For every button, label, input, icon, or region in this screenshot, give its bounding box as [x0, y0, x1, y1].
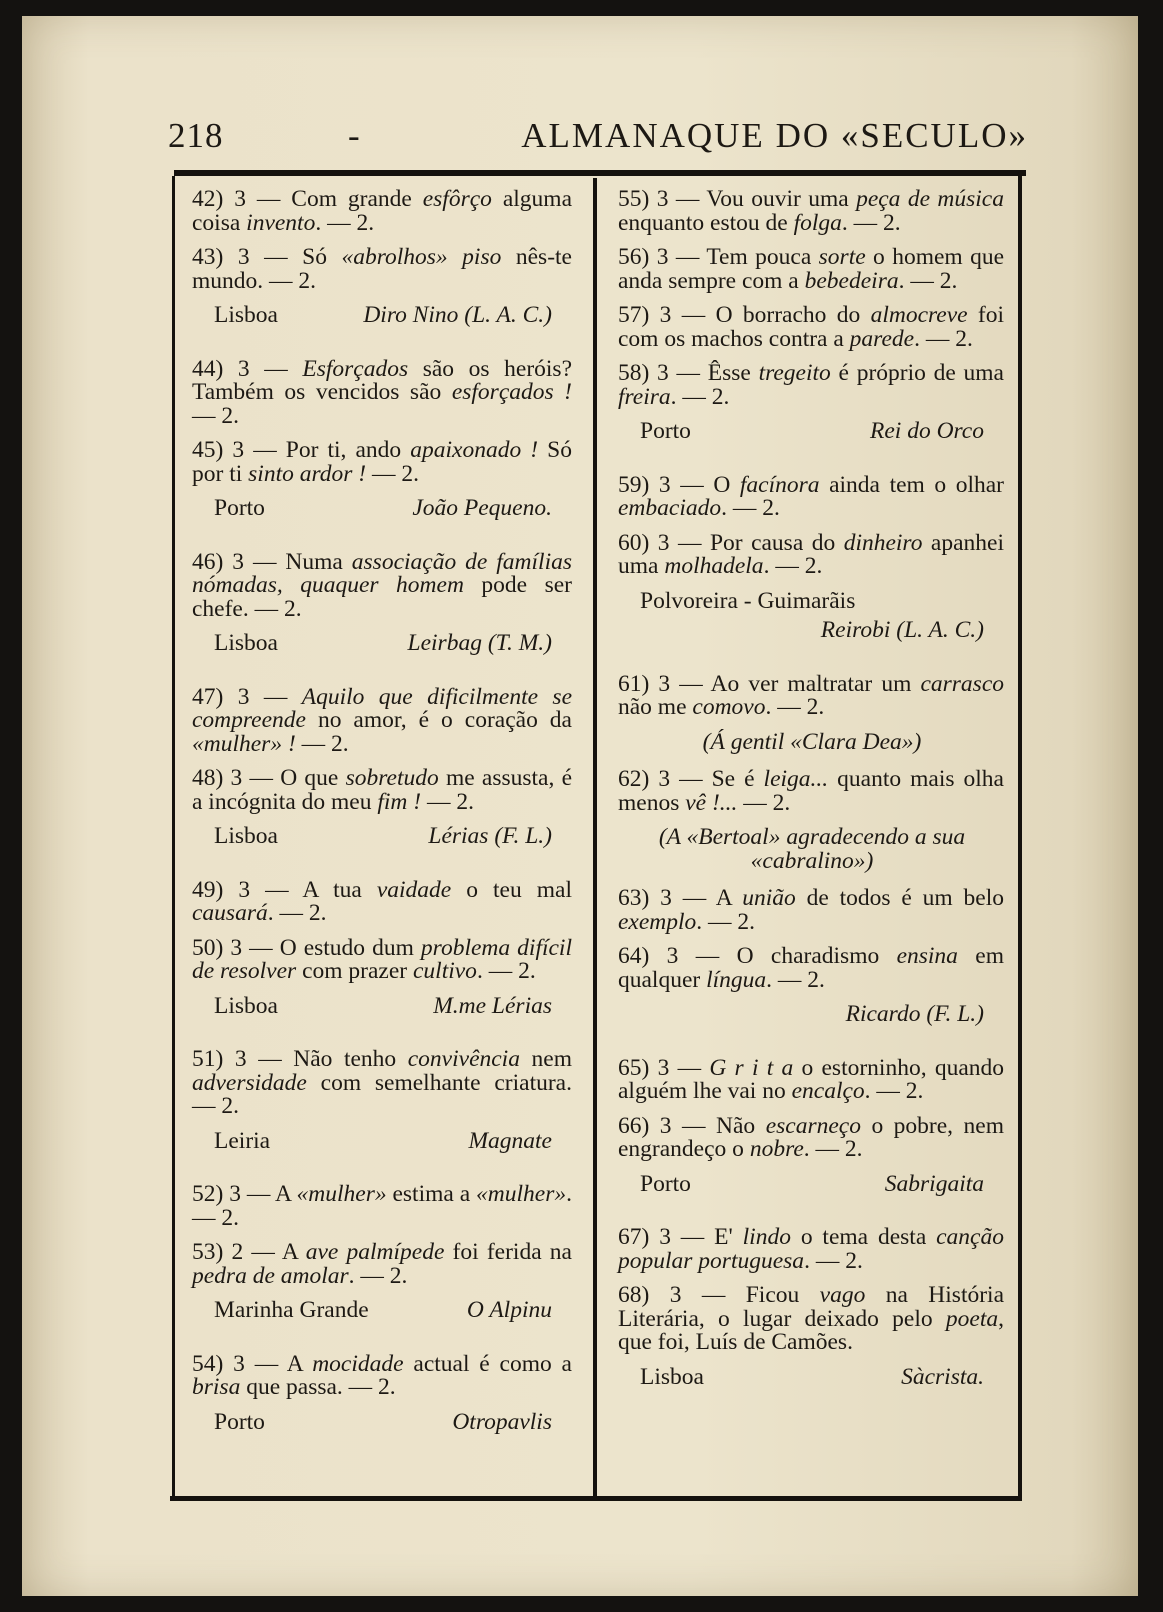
left-border: [172, 176, 175, 1496]
puzzle-62: 62) 3 — Se é leiga... quanto mais olha menos vê !... — 2.: [618, 766, 1004, 816]
dedication-note: (Á gentil «Clara Dea»): [702, 728, 922, 755]
header-dash: -: [348, 116, 361, 155]
puzzle-68: 68) 3 — Ficou vago na História Literária, o lugar deixado pelo poeta, que foi, Luís de Camões.: [618, 1282, 1005, 1355]
signature-place: Polvoreira - Guimarãis: [640, 587, 856, 614]
puzzle-46: 46) 3 — Numa associação de famílias nómadas, quaquer homem pode ser chefe. — 2.: [192, 548, 573, 622]
signature: Lisboa Sàcrista.: [640, 1363, 984, 1390]
dedication-note: (A «Bertoal» agradecendo a sua «cabralino»): [658, 824, 966, 874]
puzzle-58: 58) 3 — Êsse tregeito é próprio de uma freira. — 2.: [618, 360, 1004, 410]
puzzle-67: 67) 3 — E' lindo o tema desta canção popular portuguesa. — 2.: [618, 1224, 1004, 1274]
puzzle-54: 54) 3 — A mocidade actual é como a brisa que passa. — 2.: [192, 1350, 572, 1400]
right-border: [1018, 176, 1022, 1496]
puzzle-61: 61) 3 — Ao ver maltratar um carrasco não me comovo. — 2.: [618, 670, 1004, 720]
puzzle-56: 56) 3 — Tem pouca sorte o homem que anda sempre com a bebedeira. — 2.: [618, 244, 1005, 294]
puzzle-55: 55) 3 — Vou ouvir uma peça de música enquanto estou de folga. — 2.: [618, 186, 1004, 236]
bottom-rule: [170, 1496, 1022, 1501]
signature: Porto Sabrigaita: [640, 1170, 984, 1197]
column-divider: [593, 178, 597, 1496]
signature: Lisboa Leirbag (T. M.): [214, 630, 552, 656]
puzzle-64: 64) 3 — O charadismo ensina em qualquer língua. — 2.: [618, 943, 1004, 993]
page-number: 218: [168, 116, 224, 155]
puzzle-50: 50) 3 — O estudo dum problema difícil de resolver com prazer cultivo. — 2.: [192, 934, 572, 984]
signature: Lisboa Lérias (F. L.): [214, 823, 552, 849]
puzzle-47: 47) 3 — Aquilo que dificilmente se compreende no amor, é o coração da «mulher» ! — 2.: [192, 683, 572, 757]
puzzle-42: 42) 3 — Com grande esfôrço alguma coisa invento. — 2.: [192, 186, 572, 236]
signature: Lisboa Diro Nino (L. A. C.): [214, 302, 552, 328]
puzzle-65: 65) 3 — G r i t a o estorninho, quando alguém lhe vai no encalço. — 2.: [618, 1054, 1005, 1104]
page-title: ALMANAQUE DO «SECULO»: [521, 116, 1028, 155]
puzzle-53: 53) 2 — A ave palmípede foi ferida na pedra de amolar. — 2.: [192, 1239, 572, 1289]
puzzle-44: 44) 3 — Esforçados são os heróis? Também os vencidos são esforçados ! — 2.: [192, 355, 573, 429]
puzzle-48: 48) 3 — O que sobretudo me assusta, é a incógnita do meu fim ! — 2.: [192, 765, 572, 815]
puzzle-43: 43) 3 — Só «abrolhos» piso nês-te mundo. — 2.: [192, 244, 572, 294]
signature: Reirobi (L. A. C.): [820, 617, 984, 643]
signature: Porto Rei do Orco: [640, 418, 984, 444]
puzzle-51: 51) 3 — Não tenho convivência nem adversidade com semelhante criatura. — 2.: [192, 1046, 572, 1119]
page-header: [168, 112, 1028, 162]
puzzle-57: 57) 3 — O borracho do almocreve foi com os machos contra a parede. — 2.: [618, 302, 1004, 352]
top-rule: [174, 170, 1026, 176]
puzzle-66: 66) 3 — Não escarneço o pobre, nem engrandeço o nobre. — 2.: [618, 1112, 1005, 1162]
puzzle-49: 49) 3 — A tua vaidade o teu mal causará. — 2.: [192, 876, 572, 926]
signature: Porto Otropavlis: [214, 1408, 552, 1435]
signature: Leiria Magnate: [214, 1127, 552, 1154]
signature: Marinha Grande O Alpinu: [214, 1297, 552, 1323]
puzzle-59: 59) 3 — O facínora ainda tem o olhar embaciado. — 2.: [618, 471, 1004, 521]
puzzle-60: 60) 3 — Por causa do dinheiro apanhei uma molhadela. — 2.: [618, 529, 1004, 579]
right-column: [618, 188, 1004, 1419]
left-column: [192, 188, 572, 1464]
puzzle-52: 52) 3 — A «mulher» estima a «mulher». — 2.: [192, 1181, 572, 1231]
puzzle-45: 45) 3 — Por ti, ando apaixonado ! Só por ti sinto ardor ! — 2.: [192, 437, 572, 487]
signature: Lisboa M.me Lérias: [214, 992, 552, 1019]
puzzle-63: 63) 3 — A união de todos é um belo exemplo. — 2.: [618, 885, 1004, 935]
signature: Ricardo (F. L.): [845, 1001, 984, 1027]
signature: Porto João Pequeno.: [214, 495, 552, 521]
